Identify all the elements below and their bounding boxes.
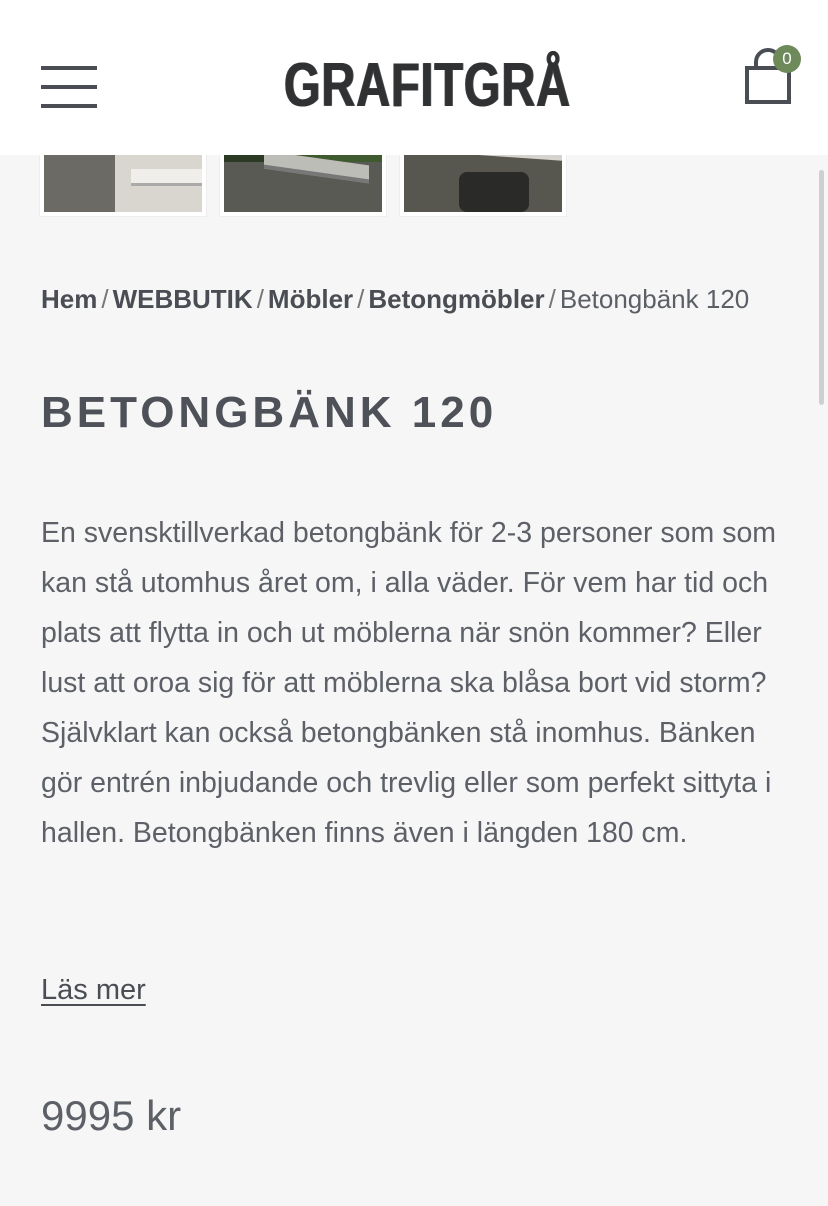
breadcrumb-separator: / [101, 284, 109, 314]
breadcrumb-link-mobler[interactable]: Möbler [267, 284, 354, 314]
breadcrumb [41, 284, 801, 315]
cart-count-badge: 0 [773, 45, 801, 73]
product-price: 9995 kr [41, 1092, 182, 1139]
breadcrumb-link-home[interactable]: Hem [41, 284, 98, 314]
site-logo[interactable]: GRAFITGRÅ [284, 51, 571, 120]
breadcrumb-separator: / [357, 284, 365, 314]
site-header [0, 0, 828, 155]
breadcrumb-link-webbutik[interactable]: WEBBUTIK [112, 284, 253, 314]
product-description: En svensktillverkad betongbänk för 2-3 personer som som kan stå utomhus året om, i alla väder. För vem har tid och plats att flytta in och ut möblerna när snön kommer? Eller lust att oroa sig för att möblerna ska blåsa bort vid storm? Självklart kan också betongbänken stå inomhus. Bänken gör entrén inbjudande och trevlig eller som perfekt sittyta i hallen. Betongbänken finns även i längden 180 cm. [41, 517, 777, 849]
read-more-link[interactable]: Läs mer [41, 974, 146, 1006]
hamburger-icon[interactable] [41, 66, 97, 108]
breadcrumb-link-betongmobler[interactable]: Betongmöbler [368, 284, 545, 314]
breadcrumb-separator: / [256, 284, 264, 314]
breadcrumb-separator: / [548, 284, 556, 314]
scrollbar[interactable] [819, 170, 824, 405]
breadcrumb-current: Betongbänk 120 [559, 284, 750, 314]
product-title: BETONGBÄNK 120 [41, 388, 498, 437]
